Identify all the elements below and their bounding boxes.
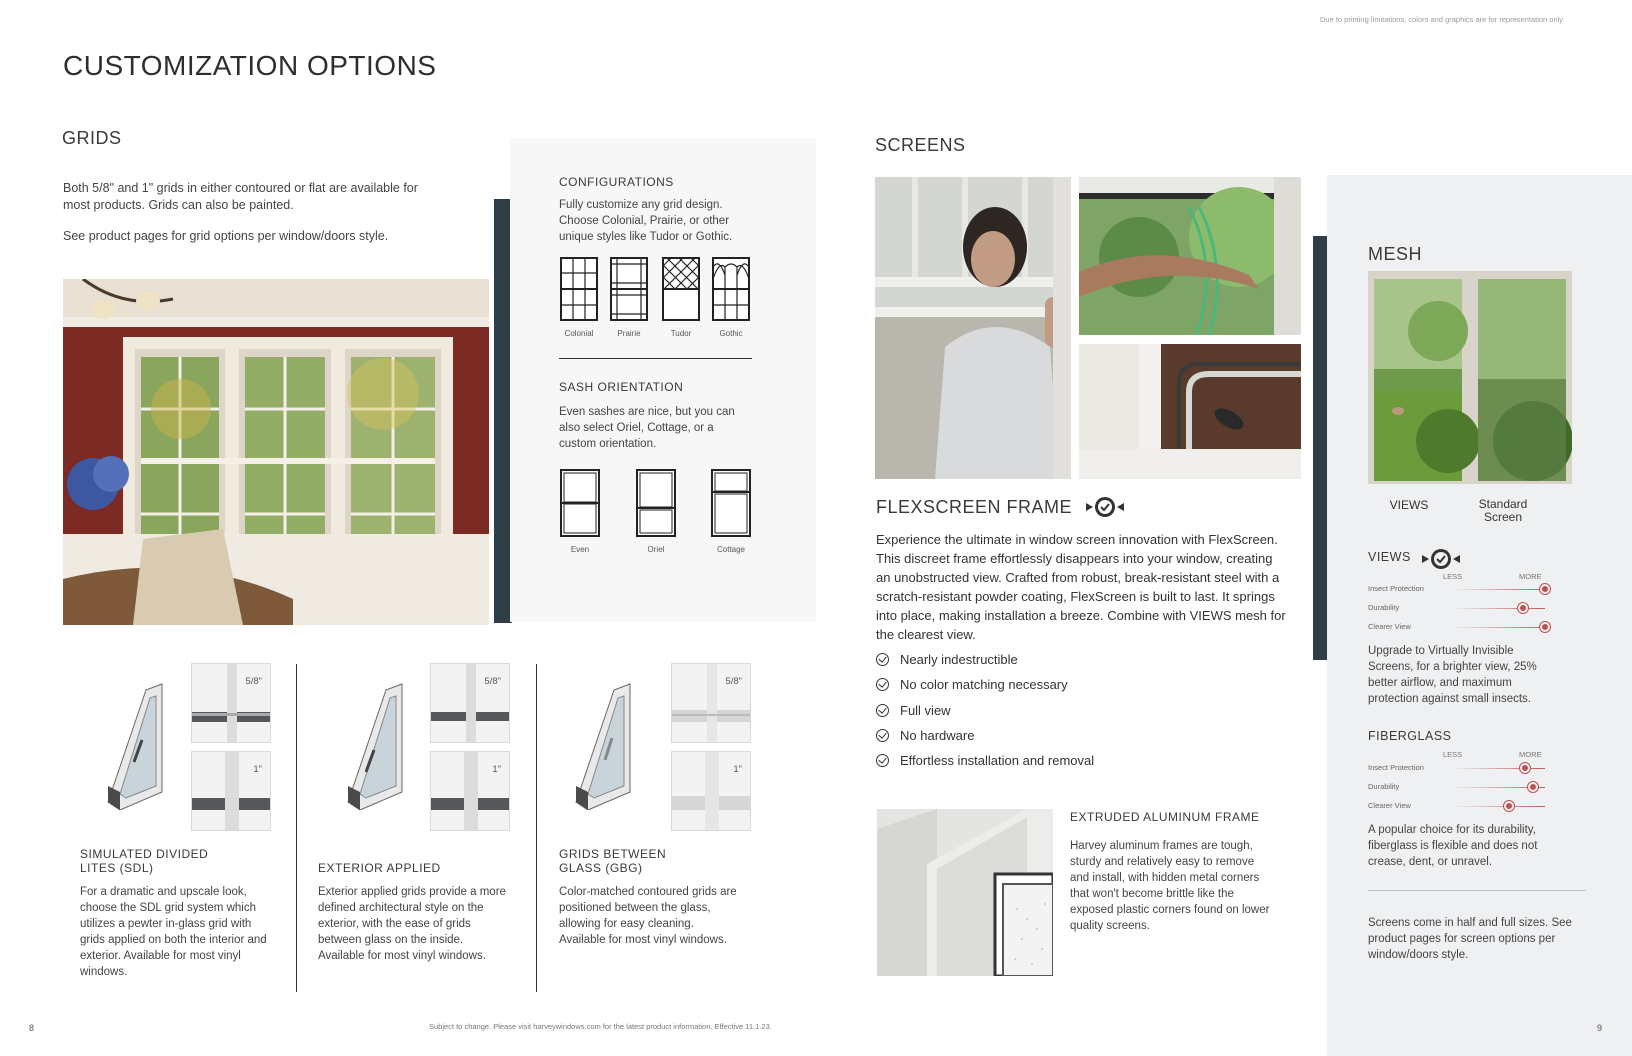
scale-more-label: MORE — [1519, 750, 1542, 759]
rating-label: Clearer View — [1368, 622, 1411, 631]
exterior-applied-profile-icon — [346, 682, 404, 815]
rating-marker — [1504, 801, 1514, 811]
feature-label: Full view — [900, 702, 951, 718]
dining-room-photo — [63, 279, 489, 625]
configurations-text: Fully customize any grid design. Choose Colonial, Prairie, or other unique styles like Tudor or Gothic. — [559, 199, 733, 243]
mesh-heading: MESH — [1368, 244, 1423, 264]
column-divider — [296, 664, 297, 992]
grids-heading: GRIDS — [62, 128, 122, 148]
page-number-left: 8 — [29, 1023, 35, 1033]
rating-row — [1368, 584, 1545, 594]
sdl-size-5-8-label: 5/8" — [245, 676, 262, 687]
scale-more-label: MORE — [1519, 572, 1542, 581]
sash-orientation-text: Even sashes are nice, but you can also select Oriel, Cottage, or a custom orientation. — [559, 406, 735, 450]
print-disclaimer: Due to printing limitations, colors and graphics are for representation only — [1320, 15, 1564, 24]
footer-disclaimer: Subject to change. Please visit harveywindows.com for the latest product information. Effective 11.1.23. — [429, 1022, 772, 1031]
rating-track — [1456, 806, 1545, 807]
gbg-swatch-5-8 — [671, 663, 751, 743]
aluminum-frame-text: Harvey aluminum frames are tough, sturdy and relatively easy to remove and install, with hidden metal corners that won't become brittle like the exposed plastic corners found on lower quality screens. — [1070, 840, 1270, 932]
gothic-label: Gothic — [719, 329, 743, 338]
sdl-heading: SIMULATED DIVIDED LITES (SDL) — [80, 847, 209, 875]
mesh-comparison-photo — [1368, 271, 1572, 484]
rating-marker — [1528, 782, 1538, 792]
rating-row — [1368, 603, 1545, 613]
fiberglass-rating-heading: FIBERGLASS — [1368, 729, 1452, 743]
prairie-label: Prairie — [617, 329, 641, 338]
sdl-text: For a dramatic and upscale look, choose the SDL grid system which utilizes a pewter in-glass grid with grids applied on both the interior and exterior. Available for most vinyl windows. — [80, 886, 267, 978]
gbg-size-1-label: 1" — [733, 764, 742, 775]
cottage-sash-icon — [710, 469, 752, 554]
screens-heading: SCREENS — [875, 135, 966, 155]
sdl-swatch-5-8 — [191, 663, 271, 743]
rating-row — [1368, 622, 1545, 632]
grids-intro-text: Both 5/8" and 1" grids in either contoured or flat are available for most products. Grids can also be painted. — [63, 181, 418, 212]
rating-marker — [1520, 763, 1530, 773]
exterior-size-1-label: 1" — [492, 764, 501, 775]
rating-track — [1456, 768, 1545, 769]
colonial-grid-icon — [559, 257, 599, 338]
rating-label: Durability — [1368, 782, 1400, 791]
gbg-profile-icon — [574, 682, 632, 815]
sdl-swatch-1 — [191, 751, 271, 831]
check-circle-icon — [876, 729, 889, 742]
rating-label: Durability — [1368, 603, 1400, 612]
certified-badge-icon — [1422, 548, 1460, 575]
scale-less-label: LESS — [1443, 750, 1463, 759]
flexscreen-install-photo — [1079, 177, 1301, 335]
column-divider — [536, 664, 537, 992]
gothic-grid-icon — [711, 257, 751, 338]
sash-orientation-heading: SASH ORIENTATION — [559, 380, 684, 394]
feature-item — [876, 650, 1018, 668]
rating-track — [1456, 627, 1545, 628]
tudor-label: Tudor — [670, 329, 692, 338]
feature-label: Effortless installation and removal — [900, 752, 1095, 768]
grids-note-text: See product pages for grid options per window/doors style. — [63, 229, 389, 243]
prairie-grid-icon — [609, 257, 649, 338]
oriel-sash-icon — [635, 469, 677, 554]
exterior-swatch-5-8 — [430, 663, 510, 743]
certified-badge-icon — [1086, 496, 1124, 523]
gbg-swatch-1 — [671, 751, 751, 831]
page-title: CUSTOMIZATION OPTIONS — [63, 50, 437, 81]
feature-label: No hardware — [900, 727, 975, 743]
views-description: Upgrade to Virtually Invisible Screens, for a brighter view, 25% better airflow, and maximum protection against small insects. — [1368, 645, 1537, 705]
rating-row — [1368, 763, 1545, 773]
flexscreen-woman-photo — [875, 177, 1071, 479]
rating-marker — [1518, 603, 1528, 613]
exterior-size-5-8-label: 5/8" — [484, 676, 501, 687]
feature-item — [876, 701, 951, 719]
standard-screen-label: Standard Screen — [1478, 497, 1528, 524]
rating-row — [1368, 801, 1545, 811]
page-number-right: 9 — [1597, 1023, 1603, 1033]
even-sash-icon — [559, 469, 601, 554]
screen-size-note: Screens come in half and full sizes. See product pages for screen options per window/doors style. — [1368, 917, 1572, 961]
check-circle-icon — [876, 678, 889, 691]
feature-label: Nearly indestructible — [900, 651, 1018, 667]
rating-row — [1368, 782, 1545, 792]
rating-marker — [1540, 584, 1550, 594]
aluminum-frame-heading: EXTRUDED ALUMINUM FRAME — [1070, 810, 1260, 824]
sdl-profile-icon — [106, 682, 164, 815]
sdl-size-1-label: 1" — [253, 764, 262, 775]
views-mesh-label: VIEWS — [1389, 498, 1429, 512]
aluminum-frame-photo — [877, 809, 1053, 976]
tudor-grid-icon — [661, 257, 701, 338]
oriel-label: Oriel — [647, 545, 665, 554]
flexscreen-heading: FLEXSCREEN FRAME — [876, 497, 1073, 517]
flexscreen-description: Experience the ultimate in window screen innovation with FlexScreen. This discreet frame effortlessly disappears into your window, creating an unobstructed view. Crafted from robust, break-resistant steel with a scratch-resistant powder coating, FlexScreen is built to last. It springs into place, making installation a breeze. Combine with VIEWS mesh for the clearest view. — [876, 532, 1286, 642]
rating-marker — [1540, 622, 1550, 632]
views-rating-heading: VIEWS — [1368, 550, 1411, 564]
panel-divider — [1368, 890, 1586, 891]
rating-track — [1456, 589, 1545, 590]
feature-item — [876, 726, 974, 744]
check-circle-icon — [876, 704, 889, 717]
gbg-text: Color-matched contoured grids are positioned between the glass, allowing for easy cleaning. Available for most vinyl windows. — [559, 886, 737, 946]
rating-label: Insect Protection — [1368, 763, 1424, 772]
feature-item — [876, 675, 1068, 693]
colonial-label: Colonial — [564, 329, 594, 338]
rating-label: Insect Protection — [1368, 584, 1424, 593]
fiberglass-description: A popular choice for its durability, fiberglass is flexible and does not crease, dent, or unravel. — [1368, 824, 1538, 868]
exterior-swatch-1 — [430, 751, 510, 831]
feature-item — [876, 751, 1094, 769]
exterior-applied-text: Exterior applied grids provide a more defined architectural style on the exterior, with the ease of grids between glass on the inside. Available for most vinyl windows. — [318, 886, 506, 962]
rating-track — [1456, 608, 1545, 609]
even-label: Even — [570, 545, 590, 554]
scale-less-label: LESS — [1443, 572, 1463, 581]
check-circle-icon — [876, 754, 889, 767]
check-circle-icon — [876, 653, 889, 666]
rating-label: Clearer View — [1368, 801, 1411, 810]
gbg-heading: GRIDS BETWEEN GLASS (GBG) — [559, 847, 667, 875]
flexscreen-corner-photo — [1079, 344, 1301, 479]
configurations-heading: CONFIGURATIONS — [559, 175, 674, 189]
section-divider — [559, 358, 752, 359]
exterior-applied-heading: EXTERIOR APPLIED — [318, 861, 441, 875]
feature-label: No color matching necessary — [900, 676, 1068, 692]
gbg-size-5-8-label: 5/8" — [725, 676, 742, 687]
cottage-label: Cottage — [716, 545, 746, 554]
